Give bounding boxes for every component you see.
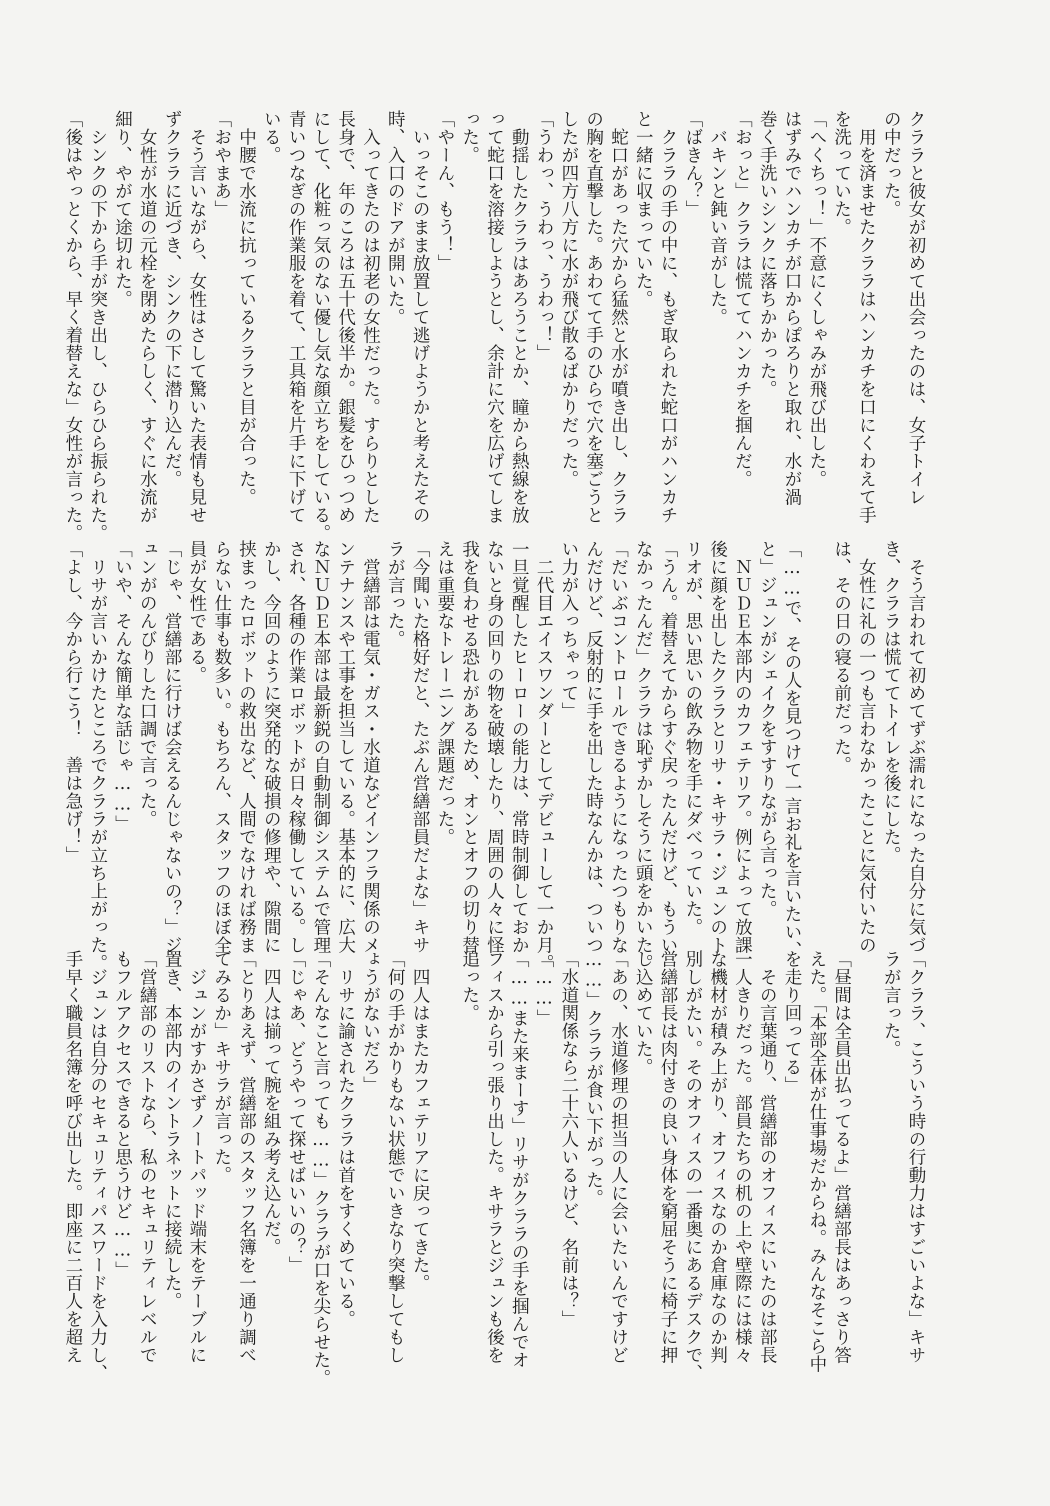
text-line: 「後はやっとくから、早く着替えな」女性が言った。: [62, 110, 83, 542]
text-line: 巻く手洗いシンクに落ちかかった。: [757, 110, 778, 398]
text-line: 中腰で水流に抗っているクララと目が合った。: [236, 110, 257, 506]
text-block-lower: [60, 950, 928, 1387]
text-line: 「へくちっ！」不意にくしゃみが飛び出した。: [806, 110, 827, 488]
text-line: 「……で、その人を見つけて一言お礼を言いたい、: [782, 540, 803, 959]
text-line: と一緒に収まっていた。: [633, 110, 654, 308]
text-line: 営繕部は電気・ガス・水道などインフラ関係のメ: [360, 540, 381, 954]
text-line: [854, 950, 879, 1380]
text-line: 員が女性である。: [186, 540, 207, 684]
text-line: はずみでハンカチが口からぽろりと取れ、水が渦: [782, 110, 803, 506]
text-line: 長身で、年のころは五十代後半か。銀髪をひっつめ: [335, 110, 356, 524]
text-line: 「うん。着替えてからすぐ戻ったんだけど、もうい: [658, 540, 679, 954]
text-line: そう言いながら、女性はさして驚いた表情も見せ: [186, 110, 207, 524]
text-line: 「……」: [534, 950, 555, 1027]
text-block-middle: [60, 540, 928, 972]
text-line: 「……また来まーす」リサがクララの手を掴んでオ: [509, 950, 530, 1369]
text-line: 「営繕部のリストなら、私のセキュリティレベルで: [137, 950, 158, 1364]
text-line: は、その日の寝る前だった。: [831, 540, 852, 774]
text-line: 我を負わせる恐れがあるため、オンとオフの切り替: [459, 540, 480, 954]
text-line: えは重要なトレーニング課題だった。: [434, 540, 455, 846]
text-line: 手早く職員名簿を呼び出した。即座に二百人を超え: [62, 950, 83, 1364]
text-line: 挟まったロボットの救出など、人間でなければ務ま: [236, 540, 257, 954]
text-line: 動揺したクララはあろうことか、瞳から熱線を放: [509, 110, 530, 524]
text-line: 「クララ、こういう時の行動力はすごいよな」キサ: [906, 950, 926, 1364]
text-line: 女性に礼の一つも言わなかったことに気付いたの: [856, 540, 877, 954]
text-line: 「よし、今から行こう！ 善は急げ！」: [62, 540, 83, 864]
text-line: したが四方八方に水が飛び散るばかりだった。: [558, 110, 579, 488]
text-line: えた。「本部全体が仕事場だからね。みんなそこら中: [806, 950, 827, 1374]
text-line: 蛇口があった穴から猛然と水が噴き出し、クララ: [608, 110, 629, 524]
text-line: [804, 540, 829, 860]
text-line: を洗っていた。: [831, 110, 852, 236]
text-line: そう言われて初めてずぶ濡れになった自分に気づ: [906, 540, 926, 954]
text-line: ラが言った。: [385, 540, 406, 648]
text-line: ュンがのんびりした口調で言った。: [137, 540, 158, 828]
text-line: なＮＵＤＥ本部は最新鋭の自動制御システムで管理: [310, 540, 331, 954]
text-line: らない仕事も数多い。もちろん、スタッフのほぼ全: [211, 540, 232, 954]
text-line: もフルアクセスできると思うけど……」: [112, 950, 133, 1279]
text-line: 置き、本部内のイントラネットに接続した。: [162, 950, 183, 1310]
text-line: 四人は揃って腕を組み考え込んだ。: [261, 950, 282, 1256]
text-line: 「うわっ、うわっ、うわっ！」: [534, 110, 555, 362]
text-line: ンテナンスや工事を担当している。基本的に、広大: [335, 540, 356, 954]
text-line: を走り回ってる」: [782, 950, 803, 1094]
text-line: 追った。: [459, 950, 480, 1022]
text-line: 用を済ませたクララはハンカチを口にくわえて手: [856, 110, 877, 524]
text-line: 細り、やがて途切れた。: [112, 110, 133, 308]
text-line: かし、今回のように突発的な破損の修理や、隙間に: [261, 540, 282, 954]
text-line: な機材が積み上がり、オフィスなのか倉庫なのか判: [707, 950, 728, 1364]
text-line: 「じゃあ、どうやって探せばいいの？」: [286, 950, 307, 1274]
text-line: 後に顔を出したクララとリサ・キサラ・ジュンのト: [707, 540, 728, 954]
text-line: 女性が水道の元栓を閉めたらしく、すぐに水流が: [137, 110, 158, 524]
text-line: リオが、思い思いの飲み物を手にダべっていた。: [682, 540, 703, 936]
text-line: の胸を直撃した。あわてて手のひらで穴を塞ごうと: [583, 110, 604, 524]
text-line: 「何の手がかりもない状態でいきなり突撃してもし: [385, 950, 406, 1364]
text-line: 「ばきん？」: [682, 110, 703, 218]
text-line: 四人はまたカフェテリアに戻ってきた。: [410, 950, 431, 1292]
text-line: いっそこのまま放置して逃げようかと考えたその: [410, 110, 431, 524]
text-line: 「あの、水道修理の担当の人に会いたいんですけど: [608, 950, 629, 1364]
text-line: と」ジュンがシェイクをすすりながら言った。: [757, 540, 778, 918]
text-line: シンクの下から手が突き出し、ひらひら振られた。: [87, 110, 108, 542]
text-line: 二代目エイスワンダーとしてデビューして一か月。: [534, 540, 555, 972]
text-line: 入ってきたのは初老の女性だった。すらりとした: [360, 110, 381, 524]
text-line: い力が入っちゃって」: [558, 540, 579, 720]
text-line: 「じゃ、営繕部に行けば会えるんじゃないの？」ジ: [162, 540, 183, 954]
text-line: 営繕部長は肉付きの良い身体を窮屈そうに椅子に押: [658, 950, 679, 1364]
text-line: 「おっと」クララは慌ててハンカチを掴んだ。: [732, 110, 753, 488]
text-line: リサが言いかけたところでクララが立ち上がった。: [87, 540, 108, 972]
text-line: 青いつなぎの作業服を着て、工具箱を片手に下げて: [286, 110, 307, 524]
text-line: クララの手の中に、もぎ取られた蛇口がハンカチ: [658, 110, 679, 524]
text-line: った。: [459, 110, 480, 164]
text-line: 「いや、そんな簡単な話じゃ……」: [112, 540, 133, 833]
text-line: 「やーん、もう！」: [434, 110, 455, 272]
text-line: 「昼間は全員出払ってるよ」営繕部長はあっさり答: [831, 950, 852, 1364]
text-line: んだけど、反射的に手を出した時なんかは、ついつ: [583, 540, 604, 954]
text-line: なかったんだ」クララは恥ずかしそうに頭をかいた。: [633, 540, 654, 972]
text-line: ＮＵＤＥ本部内のカフェテリア。例によって放課: [732, 540, 753, 954]
text-line: クララと彼女が初めて出会ったのは、女子トイレ: [906, 110, 926, 506]
text-line: [432, 950, 457, 1380]
text-line: 「とりあえず、営繕部のスタッフ名簿を一通り調べ: [236, 950, 257, 1364]
text-line: し込めていた。: [633, 950, 654, 1076]
text-line: 「今聞いた格好だと、たぶん営繕部員だよな」キサ: [410, 540, 431, 954]
text-line: 一人きりだった。部員たちの机の上や壁際には様々: [732, 950, 753, 1364]
text-line: 別しがたい。そのオフィスの一番奥にあるデスクで、: [682, 950, 703, 1382]
text-line: 「水道関係なら二十六人いるけど、名前は？」: [558, 950, 579, 1328]
text-line: にして、化粧っ気のない優し気な顔立ちをしている。: [310, 110, 331, 542]
text-line: ジュンがすかさずノートパッド端末をテーブルに: [186, 950, 207, 1364]
text-line: 「そんなこと言っても……」クララが口を尖らせた。: [310, 950, 331, 1387]
text-line: バキンと鈍い音がした。: [707, 110, 728, 326]
text-line: ょうがないだろ」: [360, 950, 381, 1094]
text-line: フィスから引っ張り出した。キサラとジュンも後を: [484, 950, 505, 1364]
text-line: ……」クララが食い下がった。: [583, 950, 604, 1207]
text-line: いる。: [261, 110, 282, 164]
text-line: 時、入口のドアが開いた。: [385, 110, 406, 326]
text-line: ラが言った。: [881, 950, 902, 1058]
text-line: てみるか」キサラが言った。: [211, 950, 232, 1184]
text-line: その言葉通り、営繕部のオフィスにいたのは部長: [757, 950, 778, 1364]
text-line: 一旦覚醒したヒーローの能力は、常時制御しておか: [509, 540, 530, 954]
text-line: 「だいぶコントロールできるようになったつもりな: [608, 540, 629, 954]
text-line: って蛇口を溶接しようとし、余計に穴を広げてしま: [484, 110, 505, 524]
text-line: の中だった。: [881, 110, 902, 218]
text-line: リサに諭されたクララは首をすくめている。: [335, 950, 356, 1328]
text-line: され、各種の作業ロボットが日々稼働している。し: [286, 540, 307, 954]
text-line: き、クララは慌ててトイレを後にした。: [881, 540, 902, 864]
text-line: ずクララに近づき、シンクの下に潜り込んだ。: [162, 110, 183, 488]
text-line: ジュンは自分のセキュリティパスワードを入力し、: [87, 950, 108, 1382]
text-line: 「おやまあ」: [211, 110, 232, 218]
text-line: ないと身の回りの物を破壊したり、周囲の人々に怪: [484, 540, 505, 954]
text-block-upper: [60, 110, 928, 542]
